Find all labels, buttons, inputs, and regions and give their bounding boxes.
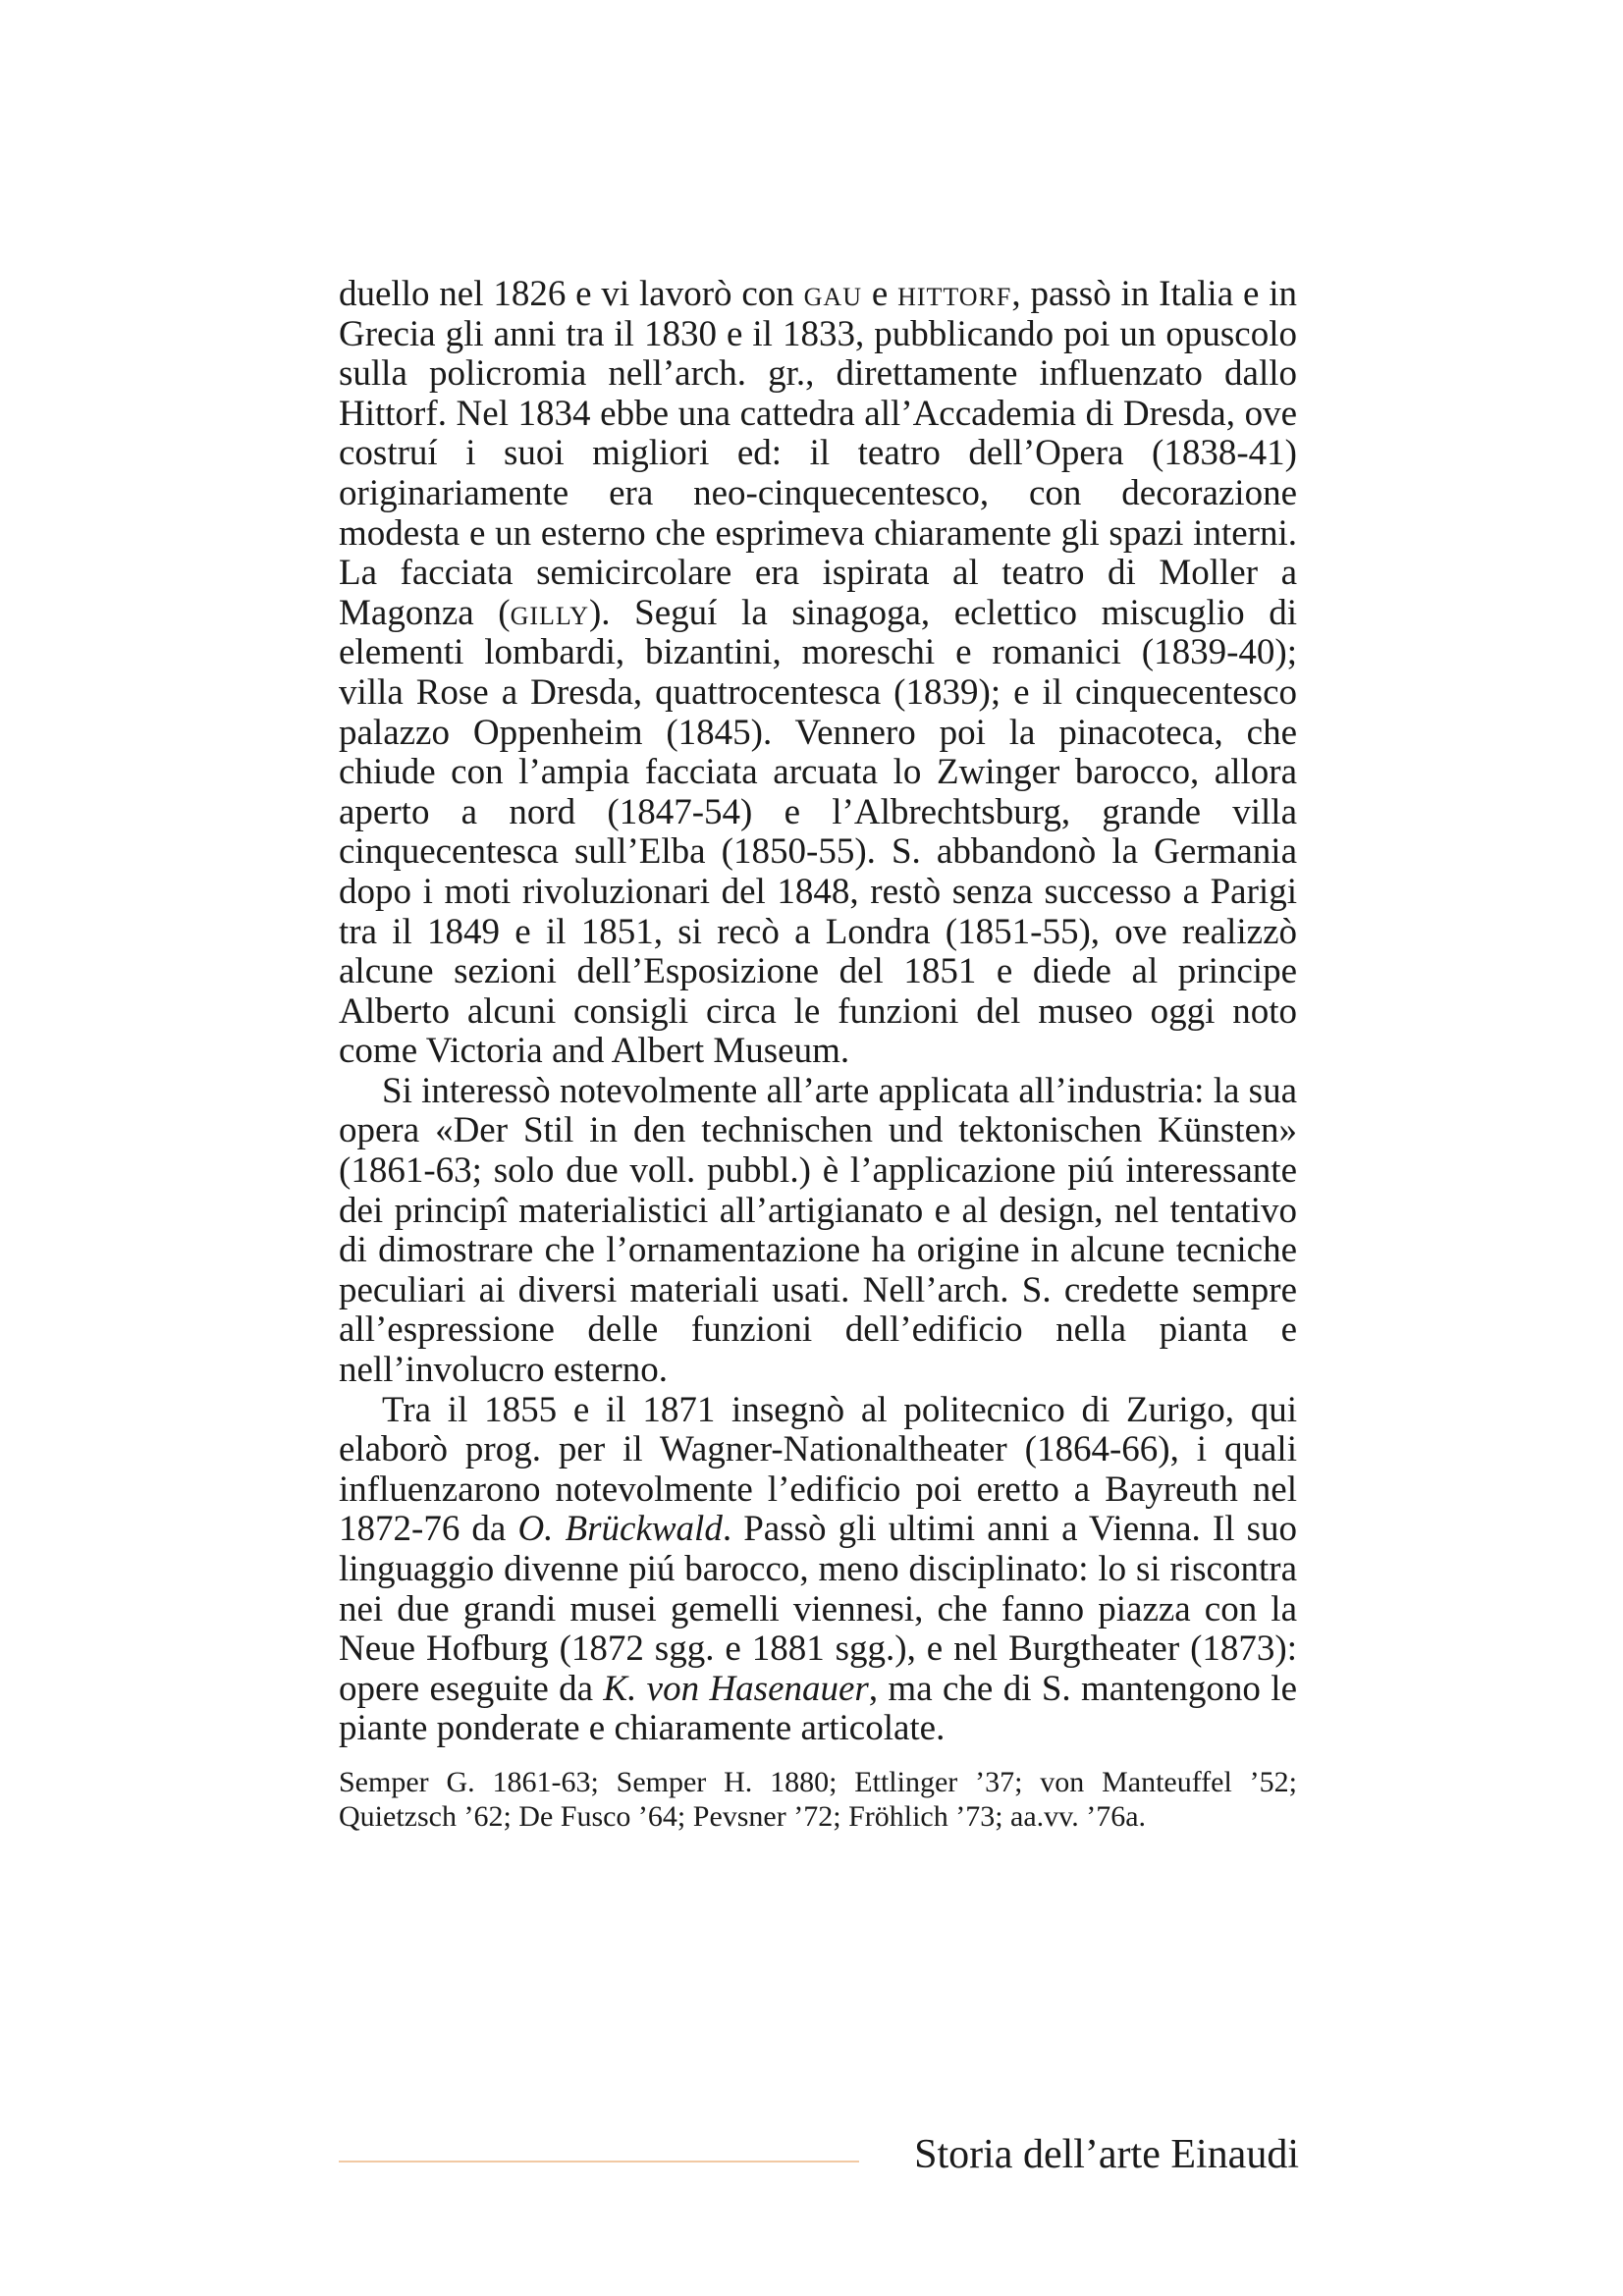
footer-divider (339, 2161, 859, 2163)
name-bruckwald: O. Brückwald (517, 1509, 723, 1550)
cross-ref-hittorf: hittorf (897, 274, 1012, 314)
paragraph-1-text-a: duello nel 1826 e vi lavorò con (339, 274, 804, 314)
paragraph-3 (339, 1391, 1297, 1749)
paragraph-3-text-c: , ma che di S. mantengono le piante ponderate e chiaramente articolate. (339, 1668, 1297, 1749)
paragraph-1-text-b: e (861, 274, 898, 314)
paragraph-1-text-d: ). Seguí la sinagoga, eclettico miscuglio di elementi lombardi, bizantini, moreschi e romanici (1839-40); villa Rose a Dresda, quattrocentesca (1839); e il cinquecentesco palazzo Oppenheim (1845). Vennero poi la pinacoteca, che chiude con l’ampia facciata arcuata lo Zwinger barocco, allora aperto a nord (1847-54) e l’Albrechtsburg, grande villa cinquecentesca sull’Elba (1850-55). S. abbandonò la Germania dopo i moti rivoluzionari del 1848, restò senza successo a Parigi tra il 1849 e il 1851, si recò a Londra (1851-55), ove realizzò alcune sezioni dell’Esposizione del 1851 e diede al principe Alberto alcuni consigli circa le funzioni del museo oggi noto come Victoria and Albert Museum. (339, 592, 1297, 1072)
cross-ref-gau: gau (803, 274, 862, 314)
paragraph-1-text-c: , passò in Italia e in Grecia gli anni tra il 1830 e il 1833, pubblicando poi un opuscolo sulla policromia nell’arch. gr., direttamente influenzato dallo Hittorf. Nel 1834 ebbe una cattedra all’Accademia di Dresda, ove costruí i suoi migliori ed: il teatro dell’Opera (1838-41) originariamente era neo-cinquecentesco, con decorazione modesta e un esterno che esprimeva chiaramente gli spazi interni. La facciata semicircolare era ispirata al teatro di Moller a Magonza ( (339, 274, 1297, 633)
name-hasenauer: K. von Hasenauer (603, 1668, 869, 1709)
bibliography: Semper G. 1861-63; Semper H. 1880; Ettlinger ’37; von Manteuffel ’52; Quietzsch ’62; De Fusco ’64; Pevsner ’72; Fröhlich ’73; aa.vv. ’76a. (339, 1765, 1297, 1833)
cross-ref-gilly: gilly (510, 592, 589, 633)
footer-title: Storia dell’arte Einaudi (914, 2132, 1299, 2177)
paragraph-3-text-b: . Passò gli ultimi anni a Vienna. Il suo linguaggio divenne piú barocco, meno disciplinato: lo si riscontra nei due grandi musei gemelli viennesi, che fanno piazza con la Neue Hofburg (1872 sgg. e 1881 sgg.), e nel Burgtheater (1873): opere eseguite da (339, 1509, 1297, 1709)
paragraph-2: Si interessò notevolmente all’arte applicata all’industria: la sua opera «Der Stil in den technischen und tektonischen Künsten» (1861-63; solo due voll. pubbl.) è l’applicazione piú interessante dei principî materialistici all’artigianato e al design, nel tentativo di dimostrare che l’ornamentazione ha origine in alcune tecniche peculiari ai diversi materiali usati. Nell’arch. S. credette sempre all’espressione delle funzioni dell’edificio nella pianta e nell’involucro esterno. (339, 1070, 1297, 1391)
article-body (339, 275, 1297, 1834)
paragraph-1 (339, 275, 1297, 1072)
paragraph-3-text-a: Tra il 1855 e il 1871 insegnò al politecnico di Zurigo, qui elaborò prog. per il Wagner-Nationaltheater (1864-66), i quali influenzarono notevolmente l’edificio poi eretto a Bayreuth nel 1872-76 da (339, 1389, 1297, 1550)
